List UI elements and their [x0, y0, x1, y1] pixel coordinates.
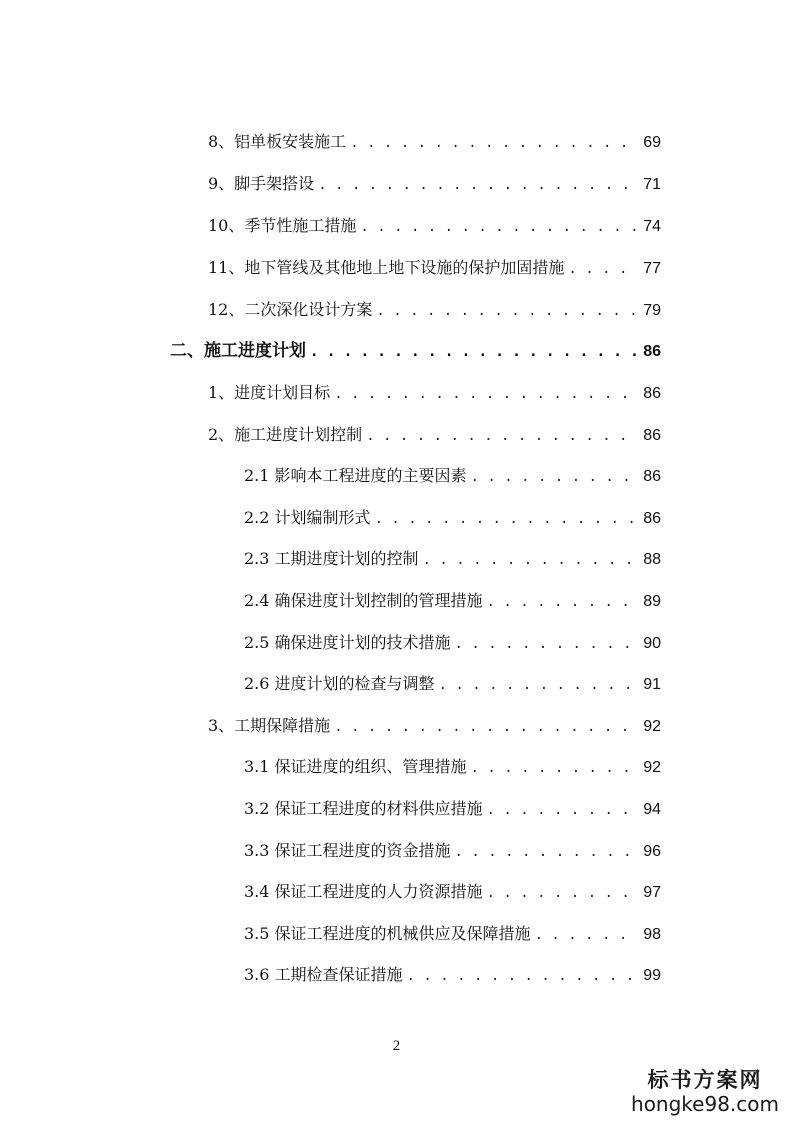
toc-entry-label: 2.3 工期进度计划的控制: [244, 549, 419, 568]
toc-entry-label: 12、二次深化设计方案: [208, 300, 373, 319]
dot-leader: [366, 424, 639, 448]
toc-entry[interactable]: [208, 256, 661, 280]
toc-subentry[interactable]: [244, 839, 661, 863]
dot-leader: [487, 590, 640, 614]
page-number: 2: [392, 1038, 401, 1054]
toc-subentry[interactable]: [244, 672, 661, 696]
toc-entry[interactable]: [208, 298, 661, 322]
dot-leader: [360, 215, 639, 239]
watermark-site-name: 标书方案网: [647, 1067, 763, 1092]
toc-chapter-entry[interactable]: [170, 339, 661, 363]
toc-subentry[interactable]: [244, 589, 661, 613]
toc-entry[interactable]: [208, 130, 661, 154]
toc-entry-page: 86: [643, 427, 661, 444]
toc-entry-page: 74: [643, 218, 661, 235]
dot-leader: [455, 840, 640, 864]
toc-entry-label: 二、施工进度计划: [170, 341, 306, 361]
toc-entry-page: 77: [643, 260, 661, 277]
toc-entry-label: 1、进度计划目标: [208, 383, 331, 402]
toc-entry-label: 3.1 保证进度的组织、管理措施: [244, 757, 467, 776]
toc-entry-page: 94: [643, 801, 661, 818]
watermark-logo: [631, 1064, 779, 1116]
toc-entry-page: 97: [643, 884, 661, 901]
toc-entry-label: 3.4 保证工程进度的人力资源措施: [244, 882, 483, 901]
toc-subentry[interactable]: [244, 631, 661, 655]
toc-entry-label: 2.5 确保进度计划的技术措施: [244, 633, 451, 652]
dot-leader: [334, 715, 639, 739]
toc-entry[interactable]: [208, 423, 661, 447]
toc-entry-page: 96: [643, 843, 661, 860]
toc-entry-label: 2.6 进度计划的检查与调整: [244, 674, 435, 693]
toc-subentry[interactable]: [244, 922, 661, 946]
toc-entry[interactable]: [208, 172, 661, 196]
toc-entry-label: 8、铝单板安装施工: [208, 132, 347, 151]
toc-entry-page: 86: [643, 385, 661, 402]
toc-entry[interactable]: [208, 381, 661, 405]
toc-entry-label: 3.5 保证工程进度的机械供应及保障措施: [244, 924, 531, 943]
toc-entry-label: 9、脚手架搭设: [208, 174, 315, 193]
toc-subentry[interactable]: [244, 797, 661, 821]
dot-leader: [471, 465, 640, 489]
toc-entry-label: 2.4 确保进度计划控制的管理措施: [244, 591, 483, 610]
toc-entry-label: 3.6 工期检查保证措施: [244, 965, 403, 984]
toc-entry-label: 3.2 保证工程进度的材料供应措施: [244, 799, 483, 818]
toc-entry-page: 69: [643, 134, 661, 151]
toc-entry-page: 86: [643, 343, 661, 360]
dot-leader: [350, 131, 639, 155]
toc-entry-label: 2、施工进度计划控制: [208, 425, 363, 444]
dot-leader: [376, 299, 639, 323]
toc-entry-label: 3.3 保证工程进度的资金措施: [244, 841, 451, 860]
dot-leader: [535, 923, 640, 947]
toc-entry-page: 90: [643, 635, 661, 652]
watermark-url: hongke98.com: [631, 1092, 779, 1116]
toc-entry-page: 86: [643, 468, 661, 485]
dot-leader: [375, 507, 640, 531]
dot-leader: [439, 673, 640, 697]
dot-leader: [455, 632, 640, 656]
toc-subentry[interactable]: [244, 963, 661, 987]
dot-leader: [407, 964, 640, 988]
dot-leader: [487, 798, 640, 822]
dot-leader: [423, 548, 640, 572]
toc-entry-label: 10、季节性施工措施: [208, 216, 357, 235]
toc-entry-page: 86: [643, 510, 661, 527]
toc-subentry[interactable]: [244, 506, 661, 530]
toc-entry-label: 2.2 计划编制形式: [244, 508, 371, 527]
toc-entry-page: 99: [643, 967, 661, 984]
toc-subentry[interactable]: [244, 464, 661, 488]
dot-leader: [318, 173, 639, 197]
dot-leader: [334, 382, 639, 406]
dot-leader: [310, 340, 639, 364]
toc-entry-page: 88: [643, 551, 661, 568]
toc-subentry[interactable]: [244, 547, 661, 571]
toc-entry-page: 92: [643, 759, 661, 776]
toc-entry[interactable]: [208, 714, 661, 738]
toc-entry-page: 98: [643, 926, 661, 943]
dot-leader: [568, 257, 639, 281]
toc-entry-page: 89: [643, 593, 661, 610]
toc-entry-label: 3、工期保障措施: [208, 716, 331, 735]
dot-leader: [471, 756, 640, 780]
toc-entry-label: 2.1 影响本工程进度的主要因素: [244, 466, 467, 485]
toc-subentry[interactable]: [244, 755, 661, 779]
toc-entry-page: 92: [643, 718, 661, 735]
toc-entry-page: 91: [643, 676, 661, 693]
toc-entry-label: 11、地下管线及其他地上地下设施的保护加固措施: [208, 258, 565, 277]
toc-subentry[interactable]: [244, 880, 661, 904]
dot-leader: [487, 881, 640, 905]
toc-entry-page: 79: [643, 302, 661, 319]
toc-entry-page: 71: [643, 176, 661, 193]
toc-entry[interactable]: [208, 214, 661, 238]
